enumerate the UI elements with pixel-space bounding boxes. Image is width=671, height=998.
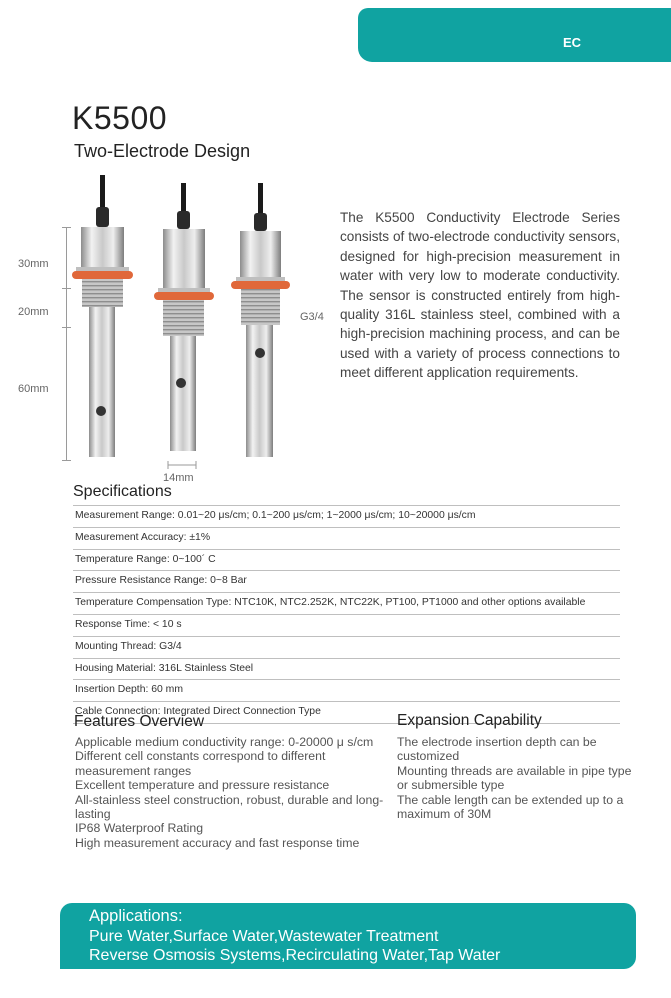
dimension-label-20mm: 20mm <box>18 306 49 318</box>
features-title: Features Overview <box>74 713 205 730</box>
category-tab <box>358 8 671 62</box>
expansion-item: The electrode insertion depth can be customized <box>397 735 597 764</box>
spec-row: Measurement Accuracy: ±1% <box>73 528 620 550</box>
dimension-label-60mm: 60mm <box>18 383 49 395</box>
product-subtitle: Two-Electrode Design <box>74 141 251 161</box>
specifications-title: Specifications <box>73 483 172 500</box>
specifications-table <box>73 505 620 724</box>
applications-title: Applications: <box>89 907 183 925</box>
spec-row: Housing Material: 316L Stainless Steel <box>73 659 620 681</box>
product-figure <box>0 175 330 490</box>
electrode-illustration <box>0 175 330 490</box>
product-model: K5500 <box>72 100 168 136</box>
thread-label: G3/4 <box>300 311 324 323</box>
spec-row: Temperature Range: 0~100´ C <box>73 550 620 572</box>
product-description: The K5500 Conductivity Electrode Series consists of two-electrode conductivity sensors, designed for high-precision measurement in water with very low to moderate conductivity. The sensor is constructed entirely from high-quality 316L stainless steel, combined with a high-precision machining process, and can be used with a variety of process connections to meet different application requirements. <box>340 210 620 381</box>
feature-item: Different cell constants correspond to different measurement ranges <box>75 749 326 778</box>
features-list <box>75 735 390 850</box>
spec-row: Response Time: < 10 s <box>73 615 620 637</box>
feature-item: Excellent temperature and pressure resistance <box>75 778 330 793</box>
spec-row: Cable Connection: Integrated Direct Connection Type <box>73 702 620 724</box>
electrode-middle <box>154 183 214 451</box>
dimension-label-30mm: 30mm <box>18 258 49 270</box>
feature-item: All-stainless steel construction, robust, durable and long-lasting <box>75 792 384 822</box>
expansion-title: Expansion Capability <box>397 712 542 729</box>
spec-row: Insertion Depth: 60 mm <box>73 680 620 702</box>
spec-row: Pressure Resistance Range: 0~8 Bar <box>73 571 620 593</box>
applications-banner <box>60 903 636 969</box>
expansion-item: The cable length can be extended up to a maximum of 30M <box>397 792 624 822</box>
category-tab-label: EC <box>563 35 582 50</box>
expansion-item: Mounting threads are available in pipe type or submersible type <box>397 763 632 793</box>
feature-item: Applicable medium conductivity range: 0-20000 μ s/cm <box>75 735 374 749</box>
applications-line: Pure Water,Surface Water,Wastewater Treatment <box>89 928 439 945</box>
spec-row: Temperature Compensation Type: NTC10K, NTC2.252K, NTC22K, PT100, PT1000 and other options available <box>73 593 620 615</box>
diameter-label: 14mm <box>163 472 194 484</box>
spec-row: Mounting Thread: G3/4 <box>73 637 620 659</box>
applications-line: Reverse Osmosis Systems,Recirculating Water,Tap Water <box>89 947 501 964</box>
spec-row: Measurement Range: 0.01~20 μs/cm; 0.1~200 μs/cm; 1~2000 μs/cm; 10~20000 μs/cm <box>73 505 620 528</box>
electrode-left <box>72 175 133 457</box>
feature-item: High measurement accuracy and fast response time <box>75 835 360 850</box>
feature-item: IP68 Waterproof Rating <box>75 821 204 836</box>
electrode-right <box>231 183 290 457</box>
expansion-list <box>397 735 642 821</box>
